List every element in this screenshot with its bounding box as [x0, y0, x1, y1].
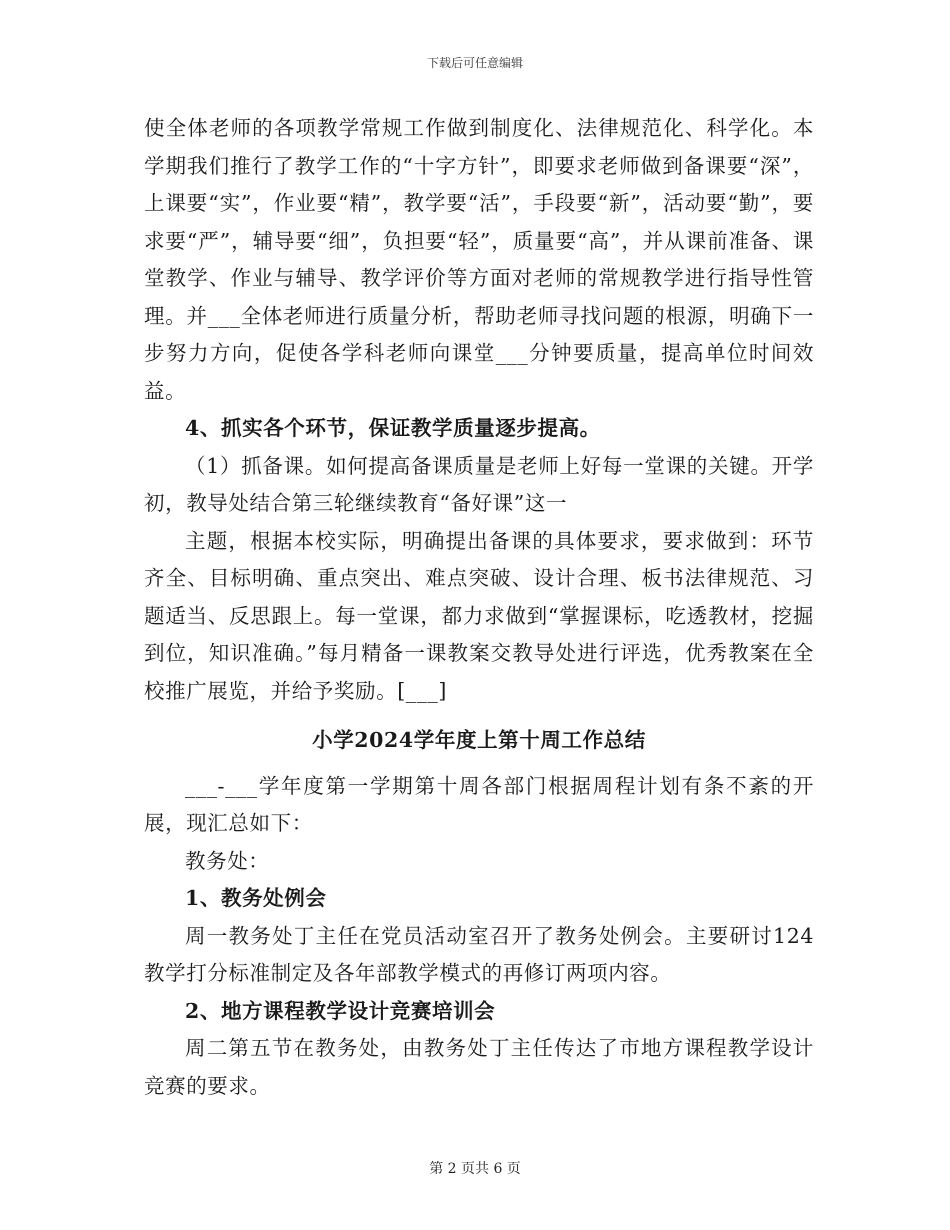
item-body-2: 周二第五节在教务处，由教务处丁主任传达了市地方课程教学设计竞赛的要求。 — [144, 1036, 814, 1098]
paragraph-lesson-prep: （1）抓备课。如何提高备课质量是老师上好每一堂课的关键。开学初，教导处结合第三轮继续教育“备好课”这一 — [144, 453, 814, 515]
item-body-1: 周一教务处丁主任在党员活动室召开了教务处例会。主要研讨124教学打分标准制定及各年部教学模式的再修订两项内容。 — [144, 923, 814, 985]
page-footer: 第 2 页共 6 页 — [429, 1161, 521, 1177]
page-header: 下载后可任意编辑 — [426, 56, 523, 70]
document-body — [144, 110, 814, 1105]
department-label: 教务处： — [185, 848, 270, 873]
section-heading-4: 4、抓实各个环节，保证教学质量逐步提高。 — [185, 416, 601, 440]
paragraph-regular-teaching: 使全体老师的各项教学常规工作做到制度化、法律规范化、科学化。本学期我们推行了教学工作的“十字方针”，即要求老师做到备课要“深”，上课要“实”，作业要“精”，教学要“活”，手段要“新”，活动要“勤”，要求要“严”，辅导要“细”，负担要“轻”，质量要“高”，并从课前准备、课堂教学、作业与辅导、教学评价等方面对老师的常规教学进行指导性管理。并___全体老师进行质量分析，帮助老师寻找问题的根源，明确下一步努力方向，促使各学科老师向课堂___分钟要质量，提高单位时间效益。 — [144, 116, 814, 403]
paragraph-intro: ___-___学年度第一学期第十周各部门根据周程计划有条不紊的开展，现汇总如下： — [144, 773, 814, 835]
item-heading-2: 2、地方课程教学设计竞赛培训会 — [185, 998, 496, 1023]
document-title: 小学2024学年度上第十周工作总结 — [312, 728, 646, 752]
paragraph-lesson-requirements: 主题，根据本校实际，明确提出备课的具体要求，要求做到：环节齐全、目标明确、重点突出、难点突破、设计合理、板书法律规范、习题适当、反思跟上。每一堂课，都力求做到“掌握课标，吃透教材，挖掘到位，知识准确。”每月精备一课教案交教导处进行评选，优秀教案在全校推广展览，并给予奖励。[___] — [144, 528, 814, 703]
item-heading-1: 1、教务处例会 — [185, 886, 327, 910]
